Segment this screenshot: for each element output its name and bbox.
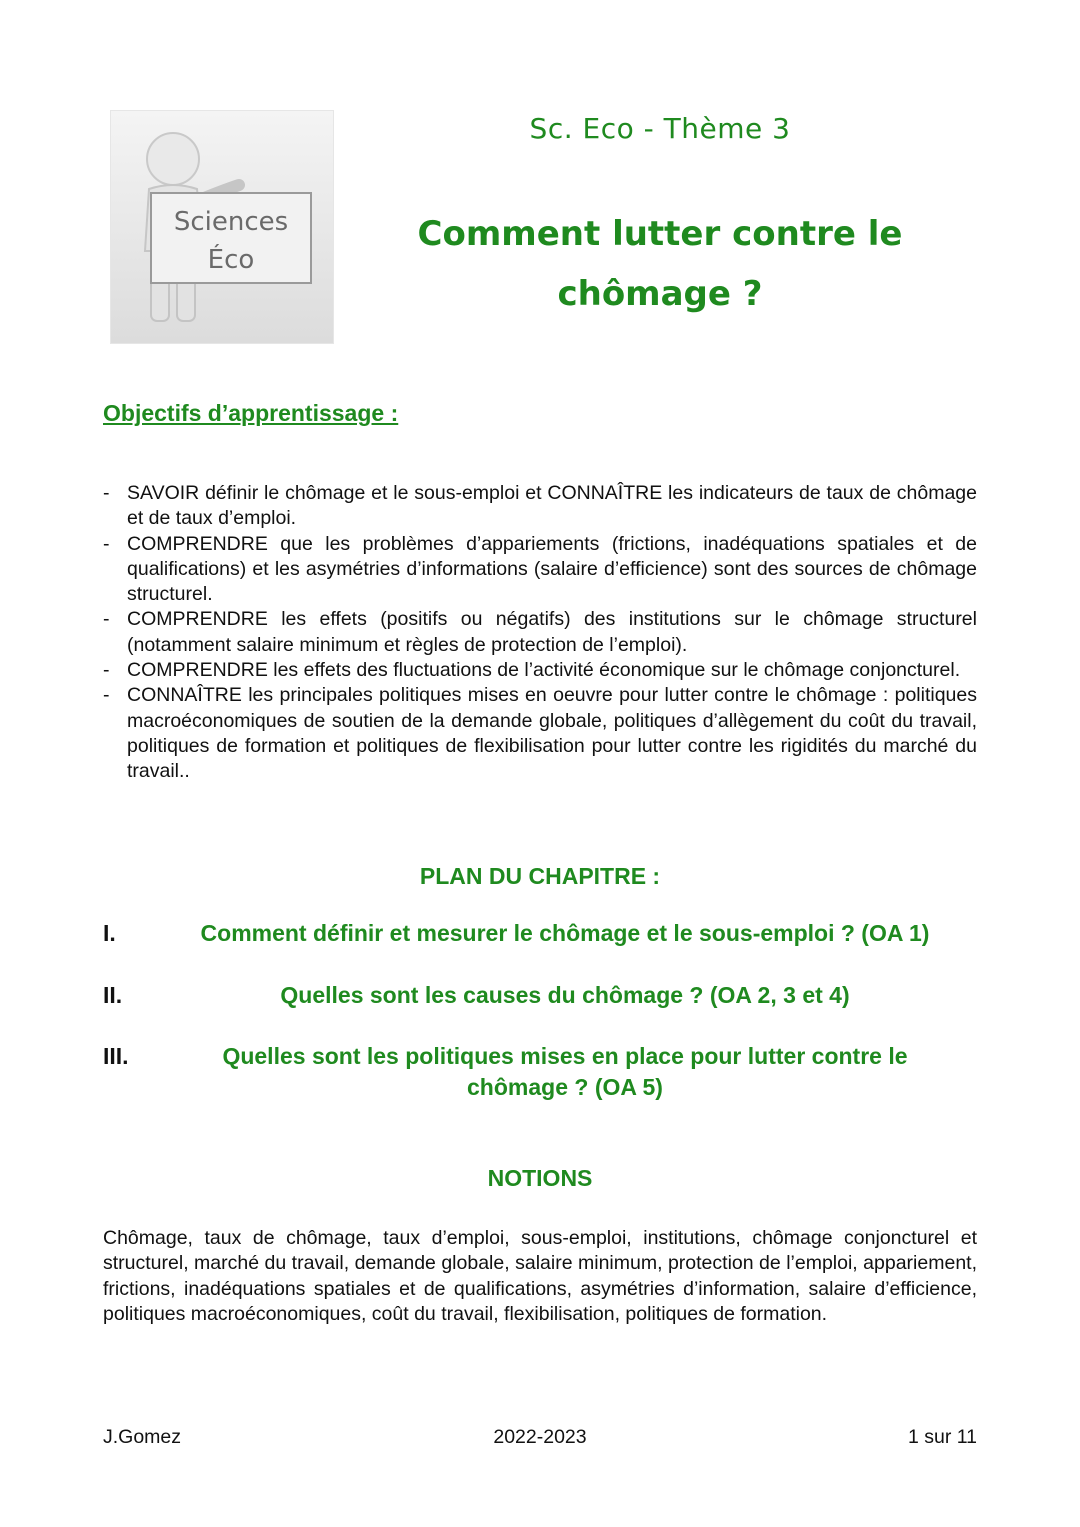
notions-text: Chômage, taux de chômage, taux d’emploi, sous-emploi, institutions, chômage conjoncturel et structurel, marché du travail, demande globale, salaire minimum, protection de l’emploi, appariement, frictions, inadéquations spatiales et de qualifications, asymétries d’information, salaire d’efficience, politiques macroéconomiques, coût du travail, flexibilisation, politiques de formation.	[103, 1227, 977, 1325]
footer-page-number: 1 sur 11	[907, 1426, 977, 1448]
plan-item-text: Comment définir et mesurer le chômage et le sous-emploi ? (OA 1)	[200, 920, 930, 946]
plan-item-number: III.	[103, 1043, 129, 1069]
objective-item: - CONNAÎTRE les principales politiques mises en oeuvre pour lutter contre le chômage : politiques macroéconomiques de soutien de la demande globale, politiques d’allègement du coût du travail, politiques de formation et politiques de flexibilisation pour lutter contre les rigidités du marché du travail..	[103, 683, 977, 784]
sciences-eco-logo	[110, 110, 334, 344]
plan-item-number: II.	[103, 982, 123, 1008]
plan-item-1	[103, 918, 977, 949]
plan-heading: PLAN DU CHAPITRE :	[419, 863, 661, 889]
objective-item: - SAVOIR définir le chômage et le sous-emploi et CONNAÎTRE les indicateurs de taux de chômage et de taux d’emploi.	[103, 481, 977, 532]
objective-item: - COMPRENDRE que les problèmes d’appariements (frictions, inadéquations spatiales et de qualifications) et les asymétries d’informations (salaire d’efficience) sont des sources de chômage structurel.	[103, 532, 977, 608]
objectives-heading: Objectifs d’apprentissage :	[103, 400, 399, 426]
notions-heading: NOTIONS	[487, 1165, 593, 1191]
logo-line-1: Sciences	[173, 207, 289, 237]
objective-item: - COMPRENDRE les effets des fluctuations de l’activité économique sur le chômage conjoncturel.	[103, 658, 977, 683]
plan-item-text: Quelles sont les causes du chômage ? (OA 2, 3 et 4)	[280, 982, 850, 1008]
logo-line-2: Éco	[207, 245, 255, 275]
theme-label: Sc. Eco - Thème 3	[529, 112, 791, 145]
footer-author: J.Gomez	[103, 1426, 182, 1448]
plan-item-2	[103, 980, 977, 1011]
plan-item-3	[103, 1041, 977, 1103]
plan-item-text: Quelles sont les politiques mises en place pour lutter contre le chômage ? (OA 5)	[222, 1043, 908, 1100]
objective-item: - COMPRENDRE les effets (positifs ou négatifs) des institutions sur le chômage structurel (notamment salaire minimum et règles de protection de l’emploi).	[103, 607, 977, 658]
footer-year: 2022-2023	[493, 1426, 587, 1448]
objectives-list	[103, 481, 977, 785]
logo-label	[151, 203, 311, 279]
page-title: Comment lutter contre le chômage ?	[417, 214, 903, 314]
plan-item-number: I.	[103, 920, 116, 946]
